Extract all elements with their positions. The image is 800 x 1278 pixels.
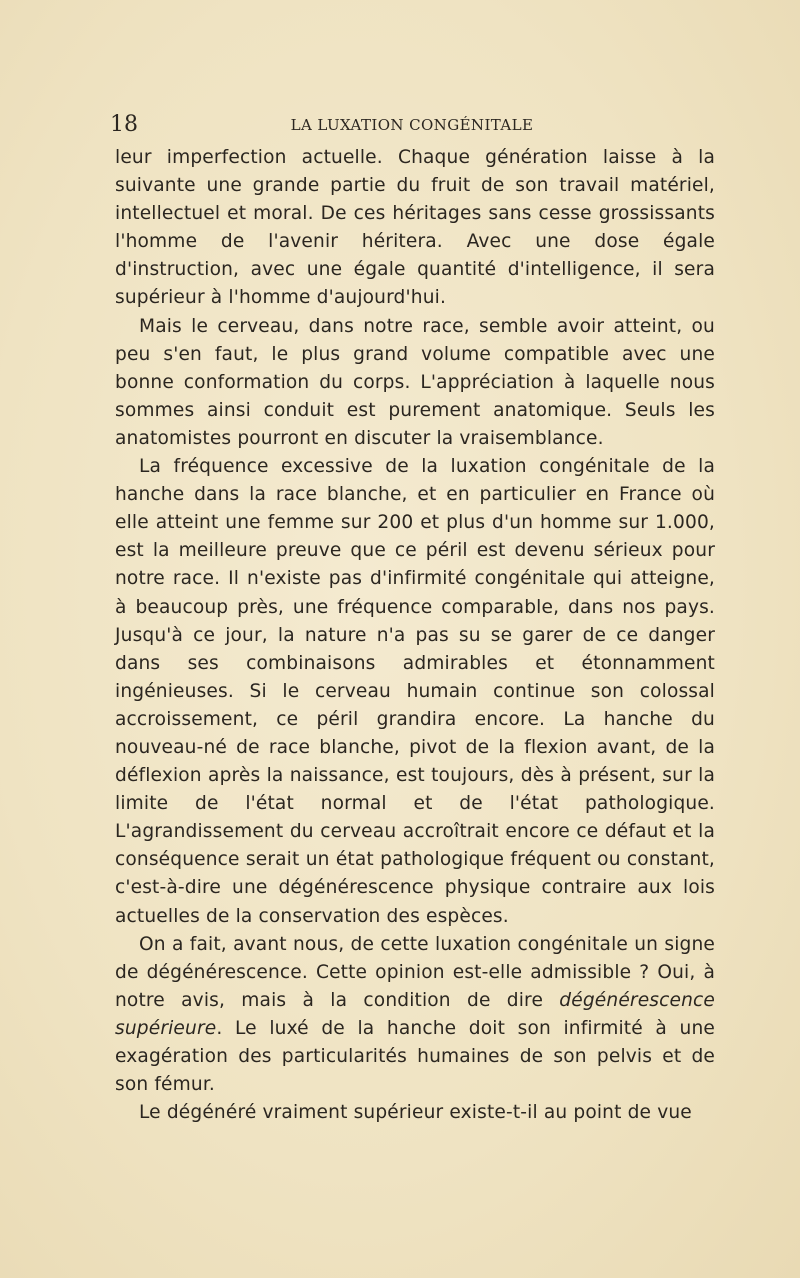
paragraph-text: . Le luxé de la hanche doit son infirmité à une exagération des particularités humaines de son pelvis et de son fémur. (115, 1017, 715, 1096)
page-header (110, 112, 714, 142)
body-text (115, 144, 715, 1127)
paragraph: leur imperfection actuelle. Chaque génération laisse à la suivante une grande partie du fruit de son travail matériel, intellectuel et moral. De ces héritages sans cesse grossissants l'homme de l'avenir héritera. Avec une dose égale d'instruction, avec une égale quantité d'intelligence, il sera supérieur à l'homme d'aujourd'hui. (115, 147, 715, 309)
paragraph: La fréquence excessive de la luxation congénitale de la hanche dans la race blanche, et en particulier en France où elle atteint une femme sur 200 et plus d'un homme sur 1.000, est la meilleure preuve que ce péril est devenu sérieux pour notre race. Il n'existe pas d'infirmité congénitale qui atteigne, à beaucoup près, une fréquence comparable, dans nos pays. Jusqu'à ce jour, la nature n'a pas su se garer de ce danger dans ses combinaisons admirables et étonnamment ingénieuses. Si le cerveau humain continue son colossal accroissement, ce péril grandira encore. La hanche du nouveau-né de race blanche, pivot de la flexion avant, de la déflexion après la naissance, est toujours, dès à présent, sur la limite de l'état normal et de l'état pathologique. L'agrandissement du cerveau accroîtrait encore ce défaut et la conséquence serait un état pathologique fréquent ou constant, c'est-à-dire une dégénérescence physique contraire aux lois actuelles de la conservation des espèces. (115, 456, 715, 927)
paragraph (115, 931, 715, 1100)
paragraph-text: On a fait, avant nous, de cette luxation congénitale un signe de dégénérescence. Cette opinion est-elle admissible ? Oui, à notre avis, mais à la condition de dire (115, 933, 715, 1011)
paragraph: Le dégénéré vraiment supérieur existe-t-il au point de vue (139, 1102, 692, 1124)
paragraph: Mais le cerveau, dans notre race, semble avoir atteint, ou peu s'en faut, le plus grand volume compatible avec une bonne conformation du corps. L'appréciation à laquelle nous sommes ainsi conduit est purement anatomique. Seuls les anatomistes pourront en discuter la vraisemblance. (115, 315, 715, 449)
page-number: 18 (110, 112, 138, 137)
running-title: LA LUXATION CONGÉNITALE (290, 116, 534, 134)
emphasized-phrase: dégénérescence supérieure (115, 989, 715, 1039)
